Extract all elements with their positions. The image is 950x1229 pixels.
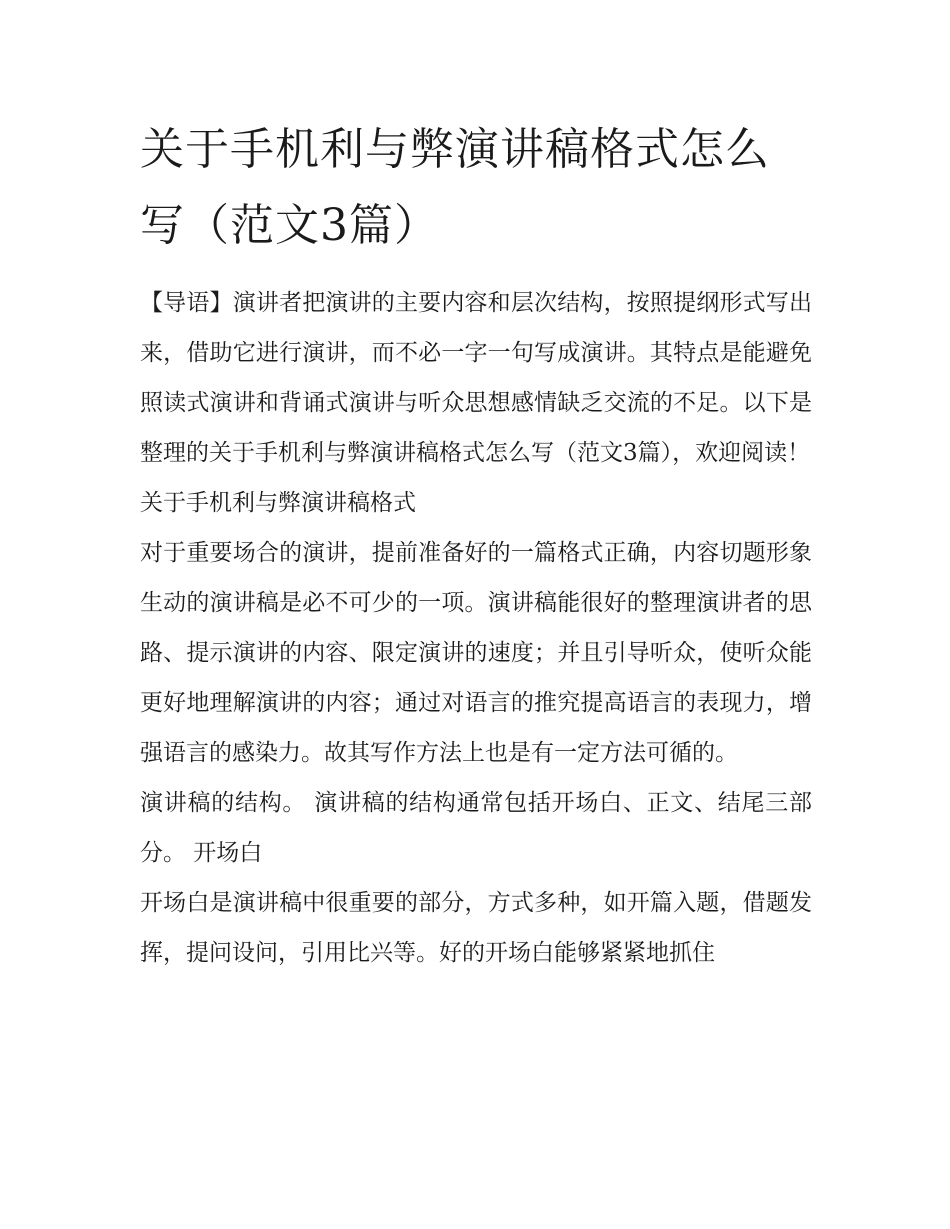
body-paragraph: 对于重要场合的演讲，提前准备好的一篇格式正确，内容切题形象生动的演讲稿是必不可少的一项。演讲稿能很好的整理演讲者的思路、提示演讲的内容、限定演讲的速度；并且引导听众，使听众能更好地理解演讲的内容；通过对语言的推究提高语言的表现力，增强语言的感染力。故其写作方法上也是有一定方法可循的。 xyxy=(140,540,812,766)
section-heading: 关于手机利与弊演讲稿格式 xyxy=(140,490,416,516)
document-title: 关于手机利与弊演讲稿格式怎么写（范文3篇） xyxy=(140,124,770,251)
intro-paragraph: 【导语】演讲者把演讲的主要内容和层次结构，按照提纲形式写出来，借助它进行演讲，而不必一字一句写成演讲。其特点是能避免照读式演讲和背诵式演讲与听众思想感情缺乏交流的不足。以下是整理的关于手机利与弊演讲稿格式怎么写（范文3篇），欢迎阅读！ xyxy=(140,290,812,466)
structure-paragraph: 演讲稿的结构。 演讲稿的结构通常包括开场白、正文、结尾三部分。 开场白 xyxy=(140,790,812,866)
document-body xyxy=(140,112,812,978)
opening-paragraph: 开场白是演讲稿中很重要的部分，方式多种，如开篇入题，借题发挥，提问设问，引用比兴等。好的开场白能够紧紧地抓住 xyxy=(140,890,812,966)
